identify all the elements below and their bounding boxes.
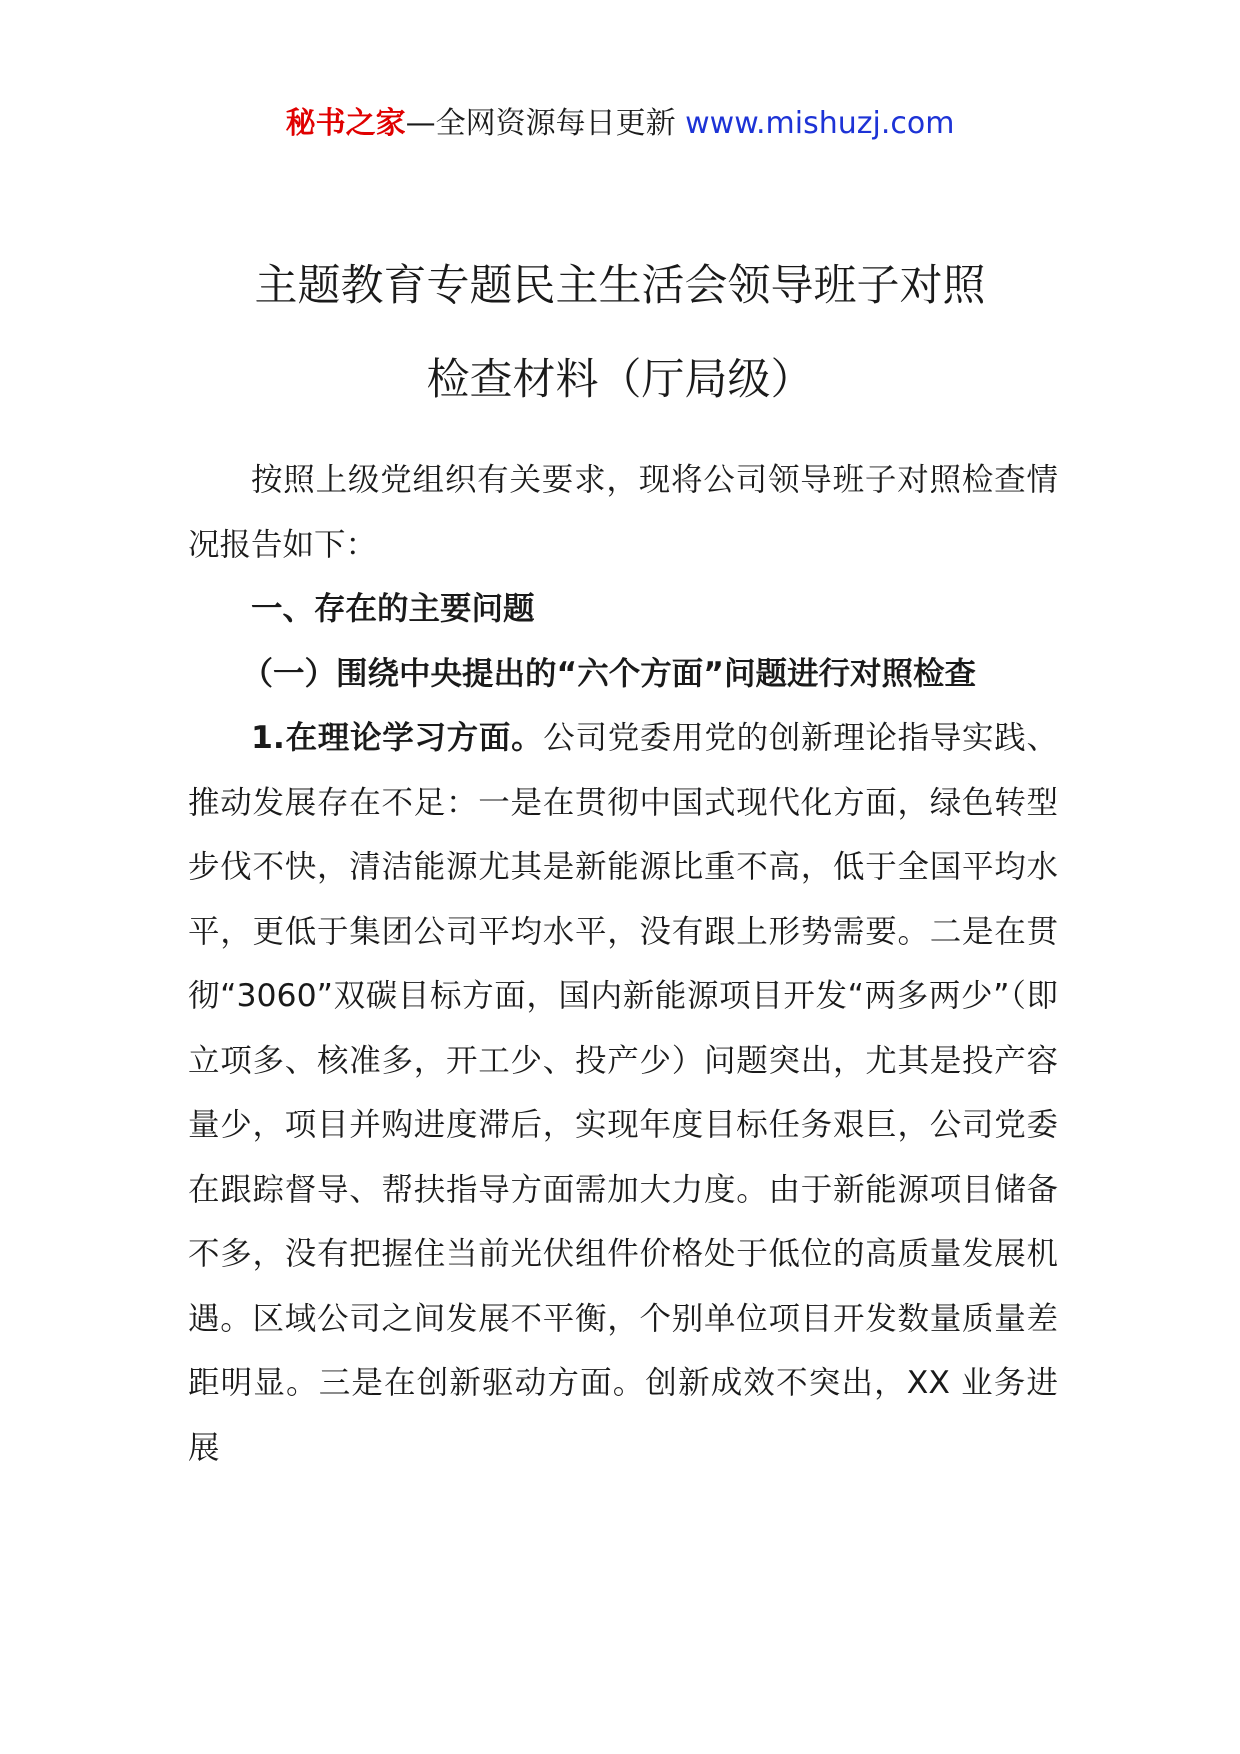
intro-paragraph: 按照上级党组织有关要求，现将公司领导班子对照检查情况报告如下： <box>188 462 1058 563</box>
section-heading: 一、存在的主要问题 <box>251 591 535 627</box>
site-header <box>0 104 1240 144</box>
header-slogan: —全网资源每日更新 <box>405 106 676 141</box>
subsection-heading: （一）围绕中央提出的“六个方面”问题进行对照检查 <box>241 655 976 692</box>
paragraph-lead: 1.在理论学习方面。 <box>251 720 544 756</box>
document-body <box>188 448 1058 1480</box>
document-title-line-1: 主题教育专题民主生活会领导班子对照 <box>254 261 986 311</box>
brand-name: 秘书之家 <box>285 106 406 141</box>
site-url-link[interactable]: www.mishuzj.com <box>685 106 955 141</box>
paragraph-text: 公司党委用党的创新理论指导实践、推动发展存在不足：一是在贯彻中国式现代化方面，绿色转型步伐不快，清洁能源尤其是新能源比重不高，低于全国平均水平，更低于集团公司平均水平，没有跟上形势需要。二是在贯彻“3060”双碳目标方面，国内新能源项目开发“两多两少”（即立项多、核准多，开工少、投产少）问题突出，尤其是投产容量少，项目并购进度滞后，实现年度目标任务艰巨，公司党委在跟踪督导、帮扶指导方面需加大力度。由于新能源项目储备不多，没有把握住当前光伏组件价格处于低位的高质量发展机遇。区域公司之间发展不平衡，个别单位项目开发数量质量差距明显。三是在创新驱动方面。创新成效不突出，XX 业务进展 <box>188 720 1058 1466</box>
document-title-line-2: 检查材料（厅局级） <box>426 355 814 405</box>
body-paragraph <box>188 706 1058 1480</box>
